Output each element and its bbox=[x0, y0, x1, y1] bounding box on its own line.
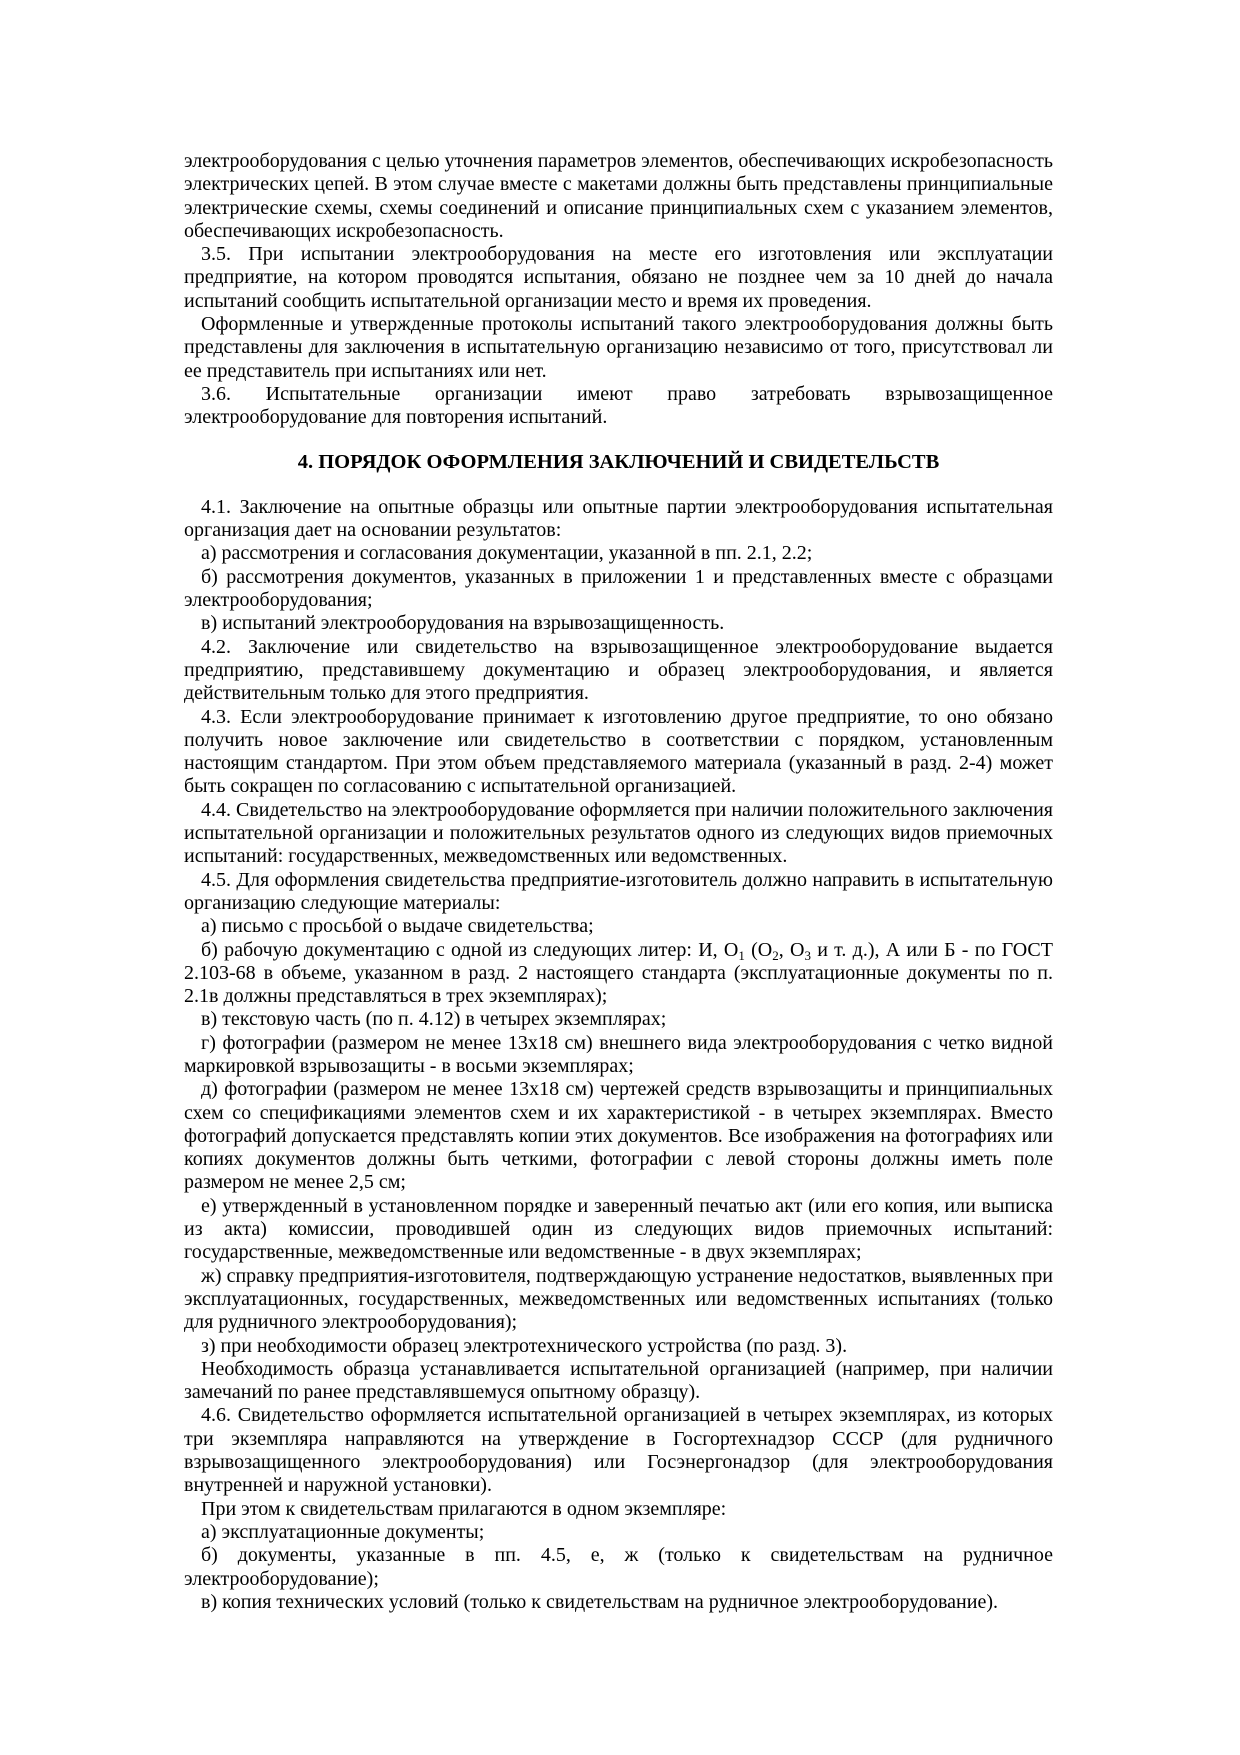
clause-4-5 bbox=[184, 869, 1053, 916]
text-run: а) письмо с просьбой о выдаче свидетельства; bbox=[201, 915, 594, 938]
text-run: 4.1. Заключение на опытные образцы или опытные партии электрооборудования испытательная организация дает на основании результатов: bbox=[184, 495, 1053, 542]
clause-4-5-item-d bbox=[184, 1078, 1053, 1194]
text-run: 4.3. Если электрооборудование принимает к изготовлению другое предприятие, то оно обязано получить новое заключение или свидетельство в соответствии с порядком, установленным настоящим стандартом. При этом объем представляемого материала (указанный в разд. 2-4) может быть сокращен по согласованию с испытательной организацией. bbox=[184, 705, 1053, 798]
text-run: е) утвержденный в установленном порядке и заверенный печатью акт (или его копия, или выписка из акта) комиссии, проводившей один из следующих видов приемочных испытаний: государственные, межведомственные или ведомственные - в двух экземплярах; bbox=[184, 1194, 1053, 1264]
text-run: а) эксплуатационные документы; bbox=[201, 1520, 485, 1543]
subscript-digit: 1 bbox=[738, 947, 745, 963]
clause-4-1-item-b bbox=[184, 566, 1053, 613]
text-run: в) копия технических условий (только к свидетельствам на рудничное электрооборудование). bbox=[201, 1590, 998, 1613]
clause-4-5-item-z bbox=[184, 1335, 1053, 1358]
text-run: в) испытаний электрооборудования на взрывозащищенность. bbox=[201, 612, 725, 635]
clause-4-5-item-zh bbox=[184, 1265, 1053, 1335]
clause-4-5-item-a bbox=[184, 915, 1053, 938]
document-body bbox=[184, 150, 1053, 1614]
clause-4-6-paragraph-2 bbox=[184, 1498, 1053, 1521]
text-run: ж) справку предприятия-изготовителя, подтверждающую устранение недостатков, выявленных при эксплуатационных, государственных, межведомственных или ведомственных испытаниях (только для рудничного электрооборудования); bbox=[184, 1264, 1053, 1334]
text-run: 3.6. Испытательные организации имеют право затребовать взрывозащищенное электрооборудование для повторения испытаний. bbox=[184, 382, 1053, 429]
text-run: г) фотографии (размером не менее 13х18 см) внешнего вида электрооборудования с четко видной маркировкой взрывозащиты - в восьми экземплярах; bbox=[184, 1031, 1053, 1077]
clause-4-6-item-v bbox=[184, 1591, 1053, 1614]
text-run: б) рассмотрения документов, указанных в приложении 1 и представленных вместе с образцами электрооборудования; bbox=[184, 565, 1053, 612]
clause-4-5-item-v bbox=[184, 1008, 1053, 1031]
clause-4-6 bbox=[184, 1404, 1053, 1497]
text-run: электрооборудования с целью уточнения параметров элементов, обеспечивающих искробезопасность электрических цепей. В этом случае вместе с макетами должны быть представлены принципиальные электрические схемы, схемы соединений и описание принципиальных схем с указанием элементов, обеспечивающих искробезопасность. bbox=[184, 150, 1053, 242]
text-run: д) фотографии (размером не менее 13х18 см) чертежей средств взрывозащиты и принципиальных схем со спецификациями элементов схем и их характеристикой - в четырех экземплярах. Вместо фотографий допускается представлять копии этих документов. Все изображения на фотографиях или копиях документов должны быть четкими, фотографии с левой стороны должны иметь поле размером не менее 2,5 см; bbox=[184, 1078, 1053, 1194]
clause-4-6-item-b bbox=[184, 1544, 1053, 1591]
text-run: з) при необходимости образец электротехнического устройства (по разд. 3). bbox=[201, 1334, 848, 1357]
text-run: 4.5. Для оформления свидетельства предприятие-изготовитель должно направить в испытательную организацию следующие материалы: bbox=[184, 868, 1053, 914]
clause-3-5 bbox=[184, 243, 1053, 313]
text-run: При этом к свидетельствам прилагаются в одном экземпляре: bbox=[201, 1497, 727, 1520]
text-run: и т. д.), А или Б - по ГОСТ 2.103-68 в объеме, указанном в разд. 2 настоящего стандарта (эксплуатационные документы по п. 2.1в должны представляться в трех экземплярах); bbox=[184, 938, 1053, 1008]
text-run: 4.6. Свидетельство оформляется испытательной организацией в четырех экземплярах, из которых три экземпляра направляются на утверждение в Госгортехнадзор СССР (для рудничного взрывозащищенного электрооборудования) или Госэнергонадзор (для электрооборудования внутренней и наружной установки). bbox=[184, 1404, 1053, 1497]
clause-3-6 bbox=[184, 383, 1053, 430]
text-run: б) рабочую документацию с одной из следующих литер: И, О bbox=[201, 938, 739, 961]
subscript-digit: 2 bbox=[772, 947, 779, 963]
clause-4-1-item-v bbox=[184, 612, 1053, 635]
text-run: 3.5. При испытании электрооборудования на месте его изготовления или эксплуатации предприятие, на котором проводятся испытания, обязано не позднее чем за 10 дней до начала испытаний сообщить испытательной организации место и время их проведения. bbox=[184, 243, 1053, 312]
text-run: а) рассмотрения и согласования документации, указанной в пп. 2.1, 2.2; bbox=[201, 542, 813, 565]
clause-4-3 bbox=[184, 706, 1053, 799]
clause-4-5-note bbox=[184, 1358, 1053, 1405]
clause-4-5-item-b bbox=[184, 939, 1053, 1009]
text-run: 4.2. Заключение или свидетельство на взрывозащищенное электрооборудование выдается предприятию, представившему документацию и образец электрооборудования, и является действительным только для этого предприятия. bbox=[184, 635, 1053, 705]
clause-4-2 bbox=[184, 636, 1053, 706]
text-run: Оформленные и утвержденные протоколы испытаний такого электрооборудования должны быть представлены для заключения в испытательную организацию независимо от того, присутствовал ли ее представитель при испытаниях или нет. bbox=[184, 313, 1053, 382]
section-4-heading: 4. ПОРЯДОК ОФОРМЛЕНИЯ ЗАКЛЮЧЕНИЙ И СВИДЕТЕЛЬСТВ bbox=[297, 450, 940, 473]
clause-4-5-item-e bbox=[184, 1195, 1053, 1265]
clause-3-4-continuation bbox=[184, 150, 1053, 243]
text-run: в) текстовую часть (по п. 4.12) в четырех экземплярах; bbox=[201, 1008, 667, 1031]
clause-4-5-item-g bbox=[184, 1032, 1053, 1079]
clause-4-1-item-a bbox=[184, 542, 1053, 565]
text-run: 4.4. Свидетельство на электрооборудование оформляется при наличии положительного заключения испытательной организации и положительных результатов одного из следующих видов приемочных испытаний: государственных, межведомственных или ведомственных. bbox=[184, 798, 1053, 868]
text-run: Необходимость образца устанавливается испытательной организацией (например, при наличии замечаний по ранее представлявшемуся опытному образцу). bbox=[184, 1357, 1053, 1404]
clause-4-4 bbox=[184, 799, 1053, 869]
text-run: б) документы, указанные в пп. 4.5, е, ж (только к свидетельствам на рудничное электрооборудование); bbox=[184, 1544, 1053, 1590]
clause-4-6-item-a bbox=[184, 1521, 1053, 1544]
clause-3-5-paragraph-2 bbox=[184, 313, 1053, 383]
text-run: , О bbox=[778, 938, 805, 961]
clause-4-1 bbox=[184, 496, 1053, 543]
text-run: (О bbox=[744, 938, 773, 961]
subscript-digit: 3 bbox=[804, 947, 811, 963]
